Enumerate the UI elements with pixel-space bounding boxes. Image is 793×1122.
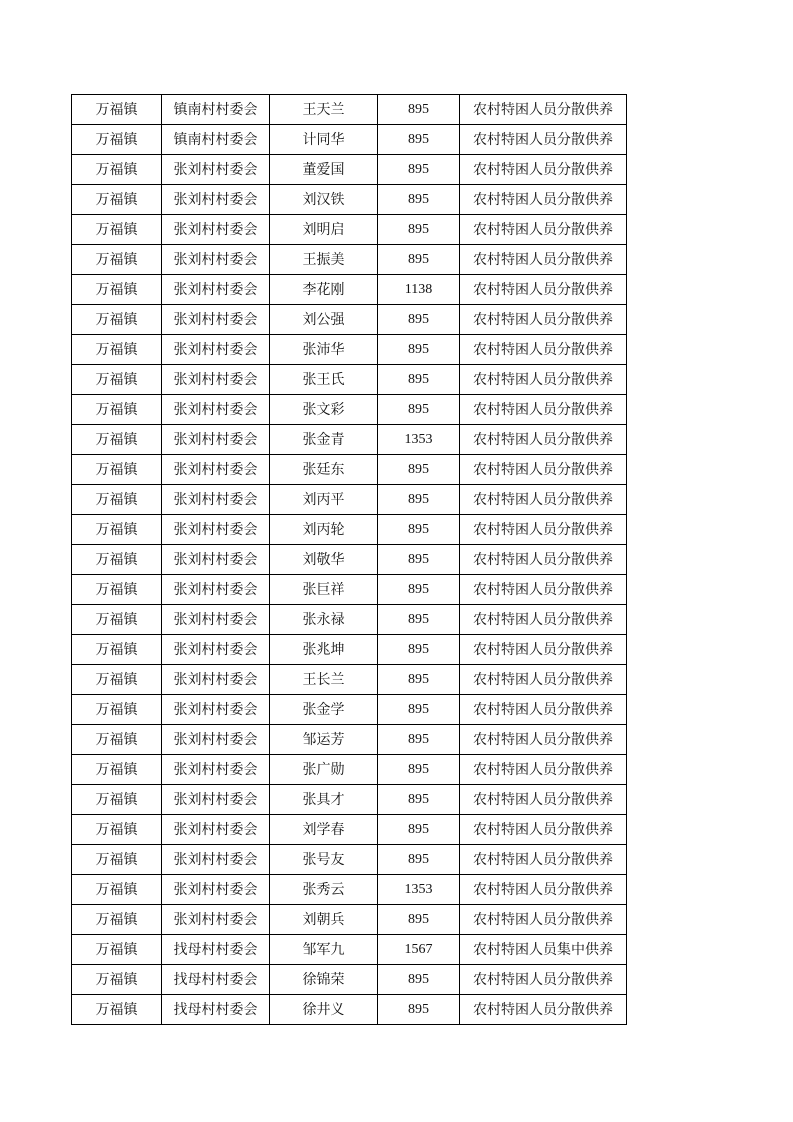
town-cell: 万福镇	[72, 905, 162, 935]
recipient-name-cell: 李花刚	[270, 275, 378, 305]
village-committee-cell: 张刘村村委会	[162, 545, 270, 575]
support-type-cell: 农村特困人员分散供养	[460, 515, 627, 545]
amount-cell: 1353	[378, 425, 460, 455]
support-type-cell: 农村特困人员分散供养	[460, 635, 627, 665]
village-committee-cell: 张刘村村委会	[162, 635, 270, 665]
town-cell: 万福镇	[72, 965, 162, 995]
table-row	[72, 485, 627, 515]
table-body	[72, 95, 627, 1025]
recipient-name-cell: 刘丙平	[270, 485, 378, 515]
amount-cell: 1567	[378, 935, 460, 965]
recipient-name-cell: 邹军九	[270, 935, 378, 965]
recipient-name-cell: 计同华	[270, 125, 378, 155]
village-committee-cell: 张刘村村委会	[162, 515, 270, 545]
village-committee-cell: 张刘村村委会	[162, 905, 270, 935]
recipient-name-cell: 刘敬华	[270, 545, 378, 575]
recipient-name-cell: 刘汉铁	[270, 185, 378, 215]
recipient-name-cell: 张金青	[270, 425, 378, 455]
support-type-cell: 农村特困人员分散供养	[460, 245, 627, 275]
recipient-name-cell: 张号友	[270, 845, 378, 875]
village-committee-cell: 张刘村村委会	[162, 785, 270, 815]
amount-cell: 895	[378, 755, 460, 785]
support-type-cell: 农村特困人员分散供养	[460, 425, 627, 455]
recipient-name-cell: 邹运芳	[270, 725, 378, 755]
amount-cell: 895	[378, 905, 460, 935]
table-row	[72, 935, 627, 965]
recipient-name-cell: 张廷东	[270, 455, 378, 485]
amount-cell: 1353	[378, 875, 460, 905]
town-cell: 万福镇	[72, 545, 162, 575]
town-cell: 万福镇	[72, 635, 162, 665]
village-committee-cell: 张刘村村委会	[162, 755, 270, 785]
village-committee-cell: 张刘村村委会	[162, 725, 270, 755]
recipient-name-cell: 张沛华	[270, 335, 378, 365]
village-committee-cell: 张刘村村委会	[162, 365, 270, 395]
recipient-name-cell: 刘公强	[270, 305, 378, 335]
table-row	[72, 515, 627, 545]
village-committee-cell: 张刘村村委会	[162, 155, 270, 185]
amount-cell: 895	[378, 335, 460, 365]
village-committee-cell: 张刘村村委会	[162, 665, 270, 695]
town-cell: 万福镇	[72, 665, 162, 695]
town-cell: 万福镇	[72, 185, 162, 215]
recipient-name-cell: 刘学春	[270, 815, 378, 845]
table-row	[72, 95, 627, 125]
town-cell: 万福镇	[72, 305, 162, 335]
village-committee-cell: 张刘村村委会	[162, 395, 270, 425]
support-type-cell: 农村特困人员分散供养	[460, 275, 627, 305]
town-cell: 万福镇	[72, 455, 162, 485]
recipient-name-cell: 王天兰	[270, 95, 378, 125]
amount-cell: 895	[378, 515, 460, 545]
table-row	[72, 785, 627, 815]
table-row	[72, 875, 627, 905]
table-row	[72, 155, 627, 185]
recipient-name-cell: 张巨祥	[270, 575, 378, 605]
support-type-cell: 农村特困人员分散供养	[460, 575, 627, 605]
village-committee-cell: 张刘村村委会	[162, 245, 270, 275]
table-row	[72, 995, 627, 1025]
relief-recipient-table	[71, 94, 627, 1025]
town-cell: 万福镇	[72, 275, 162, 305]
recipient-name-cell: 刘朝兵	[270, 905, 378, 935]
amount-cell: 895	[378, 455, 460, 485]
recipient-name-cell: 徐井义	[270, 995, 378, 1025]
amount-cell: 895	[378, 155, 460, 185]
table-row	[72, 695, 627, 725]
table-row	[72, 905, 627, 935]
support-type-cell: 农村特困人员分散供养	[460, 845, 627, 875]
recipient-name-cell: 张广勋	[270, 755, 378, 785]
support-type-cell: 农村特困人员分散供养	[460, 455, 627, 485]
table-row	[72, 665, 627, 695]
amount-cell: 895	[378, 95, 460, 125]
recipient-name-cell: 张永禄	[270, 605, 378, 635]
recipient-name-cell: 张文彩	[270, 395, 378, 425]
table-row	[72, 455, 627, 485]
village-committee-cell: 找母村村委会	[162, 965, 270, 995]
support-type-cell: 农村特困人员分散供养	[460, 215, 627, 245]
amount-cell: 895	[378, 365, 460, 395]
town-cell: 万福镇	[72, 365, 162, 395]
village-committee-cell: 张刘村村委会	[162, 485, 270, 515]
village-committee-cell: 张刘村村委会	[162, 215, 270, 245]
support-type-cell: 农村特困人员分散供养	[460, 965, 627, 995]
recipient-name-cell: 王振美	[270, 245, 378, 275]
table-row	[72, 635, 627, 665]
town-cell: 万福镇	[72, 725, 162, 755]
town-cell: 万福镇	[72, 815, 162, 845]
recipient-name-cell: 王长兰	[270, 665, 378, 695]
amount-cell: 895	[378, 185, 460, 215]
support-type-cell: 农村特困人员集中供养	[460, 935, 627, 965]
table-row	[72, 245, 627, 275]
support-type-cell: 农村特困人员分散供养	[460, 905, 627, 935]
recipient-name-cell: 张秀云	[270, 875, 378, 905]
town-cell: 万福镇	[72, 335, 162, 365]
table-row	[72, 215, 627, 245]
town-cell: 万福镇	[72, 875, 162, 905]
table-row	[72, 305, 627, 335]
amount-cell: 895	[378, 395, 460, 425]
table-row	[72, 395, 627, 425]
table-row	[72, 275, 627, 305]
amount-cell: 895	[378, 695, 460, 725]
amount-cell: 895	[378, 575, 460, 605]
table-row	[72, 575, 627, 605]
village-committee-cell: 张刘村村委会	[162, 845, 270, 875]
town-cell: 万福镇	[72, 395, 162, 425]
support-type-cell: 农村特困人员分散供养	[460, 665, 627, 695]
support-type-cell: 农村特困人员分散供养	[460, 95, 627, 125]
town-cell: 万福镇	[72, 515, 162, 545]
village-committee-cell: 镇南村村委会	[162, 95, 270, 125]
village-committee-cell: 张刘村村委会	[162, 815, 270, 845]
town-cell: 万福镇	[72, 485, 162, 515]
recipient-name-cell: 刘明启	[270, 215, 378, 245]
table-row	[72, 815, 627, 845]
town-cell: 万福镇	[72, 125, 162, 155]
town-cell: 万福镇	[72, 605, 162, 635]
amount-cell: 895	[378, 545, 460, 575]
recipient-name-cell: 张兆坤	[270, 635, 378, 665]
amount-cell: 895	[378, 665, 460, 695]
table-row	[72, 605, 627, 635]
town-cell: 万福镇	[72, 935, 162, 965]
village-committee-cell: 张刘村村委会	[162, 335, 270, 365]
amount-cell: 895	[378, 845, 460, 875]
amount-cell: 895	[378, 815, 460, 845]
support-type-cell: 农村特困人员分散供养	[460, 305, 627, 335]
support-type-cell: 农村特困人员分散供养	[460, 485, 627, 515]
amount-cell: 895	[378, 245, 460, 275]
village-committee-cell: 张刘村村委会	[162, 875, 270, 905]
amount-cell: 895	[378, 605, 460, 635]
table-row	[72, 965, 627, 995]
table-row	[72, 185, 627, 215]
support-type-cell: 农村特困人员分散供养	[460, 605, 627, 635]
amount-cell: 895	[378, 995, 460, 1025]
town-cell: 万福镇	[72, 425, 162, 455]
village-committee-cell: 张刘村村委会	[162, 305, 270, 335]
amount-cell: 895	[378, 125, 460, 155]
support-type-cell: 农村特困人员分散供养	[460, 545, 627, 575]
amount-cell: 1138	[378, 275, 460, 305]
support-type-cell: 农村特困人员分散供养	[460, 755, 627, 785]
amount-cell: 895	[378, 305, 460, 335]
town-cell: 万福镇	[72, 575, 162, 605]
recipient-name-cell: 张金学	[270, 695, 378, 725]
amount-cell: 895	[378, 635, 460, 665]
recipient-name-cell: 徐锦荣	[270, 965, 378, 995]
village-committee-cell: 张刘村村委会	[162, 425, 270, 455]
support-type-cell: 农村特困人员分散供养	[460, 335, 627, 365]
table-row	[72, 845, 627, 875]
support-type-cell: 农村特困人员分散供养	[460, 365, 627, 395]
village-committee-cell: 张刘村村委会	[162, 575, 270, 605]
village-committee-cell: 张刘村村委会	[162, 695, 270, 725]
amount-cell: 895	[378, 965, 460, 995]
support-type-cell: 农村特困人员分散供养	[460, 125, 627, 155]
recipient-name-cell: 董爱国	[270, 155, 378, 185]
support-type-cell: 农村特困人员分散供养	[460, 785, 627, 815]
support-type-cell: 农村特困人员分散供养	[460, 695, 627, 725]
table-row	[72, 755, 627, 785]
village-committee-cell: 镇南村村委会	[162, 125, 270, 155]
support-type-cell: 农村特困人员分散供养	[460, 995, 627, 1025]
town-cell: 万福镇	[72, 845, 162, 875]
recipient-name-cell: 刘丙轮	[270, 515, 378, 545]
support-type-cell: 农村特困人员分散供养	[460, 185, 627, 215]
amount-cell: 895	[378, 485, 460, 515]
town-cell: 万福镇	[72, 995, 162, 1025]
table-row	[72, 425, 627, 455]
village-committee-cell: 找母村村委会	[162, 935, 270, 965]
table-row	[72, 725, 627, 755]
town-cell: 万福镇	[72, 155, 162, 185]
support-type-cell: 农村特困人员分散供养	[460, 875, 627, 905]
village-committee-cell: 张刘村村委会	[162, 605, 270, 635]
support-type-cell: 农村特困人员分散供养	[460, 815, 627, 845]
village-committee-cell: 张刘村村委会	[162, 185, 270, 215]
town-cell: 万福镇	[72, 245, 162, 275]
support-type-cell: 农村特困人员分散供养	[460, 155, 627, 185]
town-cell: 万福镇	[72, 95, 162, 125]
recipient-name-cell: 张具才	[270, 785, 378, 815]
village-committee-cell: 张刘村村委会	[162, 455, 270, 485]
recipient-name-cell: 张王氏	[270, 365, 378, 395]
amount-cell: 895	[378, 785, 460, 815]
village-committee-cell: 找母村村委会	[162, 995, 270, 1025]
town-cell: 万福镇	[72, 695, 162, 725]
town-cell: 万福镇	[72, 785, 162, 815]
village-committee-cell: 张刘村村委会	[162, 275, 270, 305]
town-cell: 万福镇	[72, 755, 162, 785]
table-row	[72, 365, 627, 395]
support-type-cell: 农村特困人员分散供养	[460, 395, 627, 425]
table-row	[72, 125, 627, 155]
town-cell: 万福镇	[72, 215, 162, 245]
amount-cell: 895	[378, 725, 460, 755]
amount-cell: 895	[378, 215, 460, 245]
support-type-cell: 农村特困人员分散供养	[460, 725, 627, 755]
table-row	[72, 335, 627, 365]
table-row	[72, 545, 627, 575]
